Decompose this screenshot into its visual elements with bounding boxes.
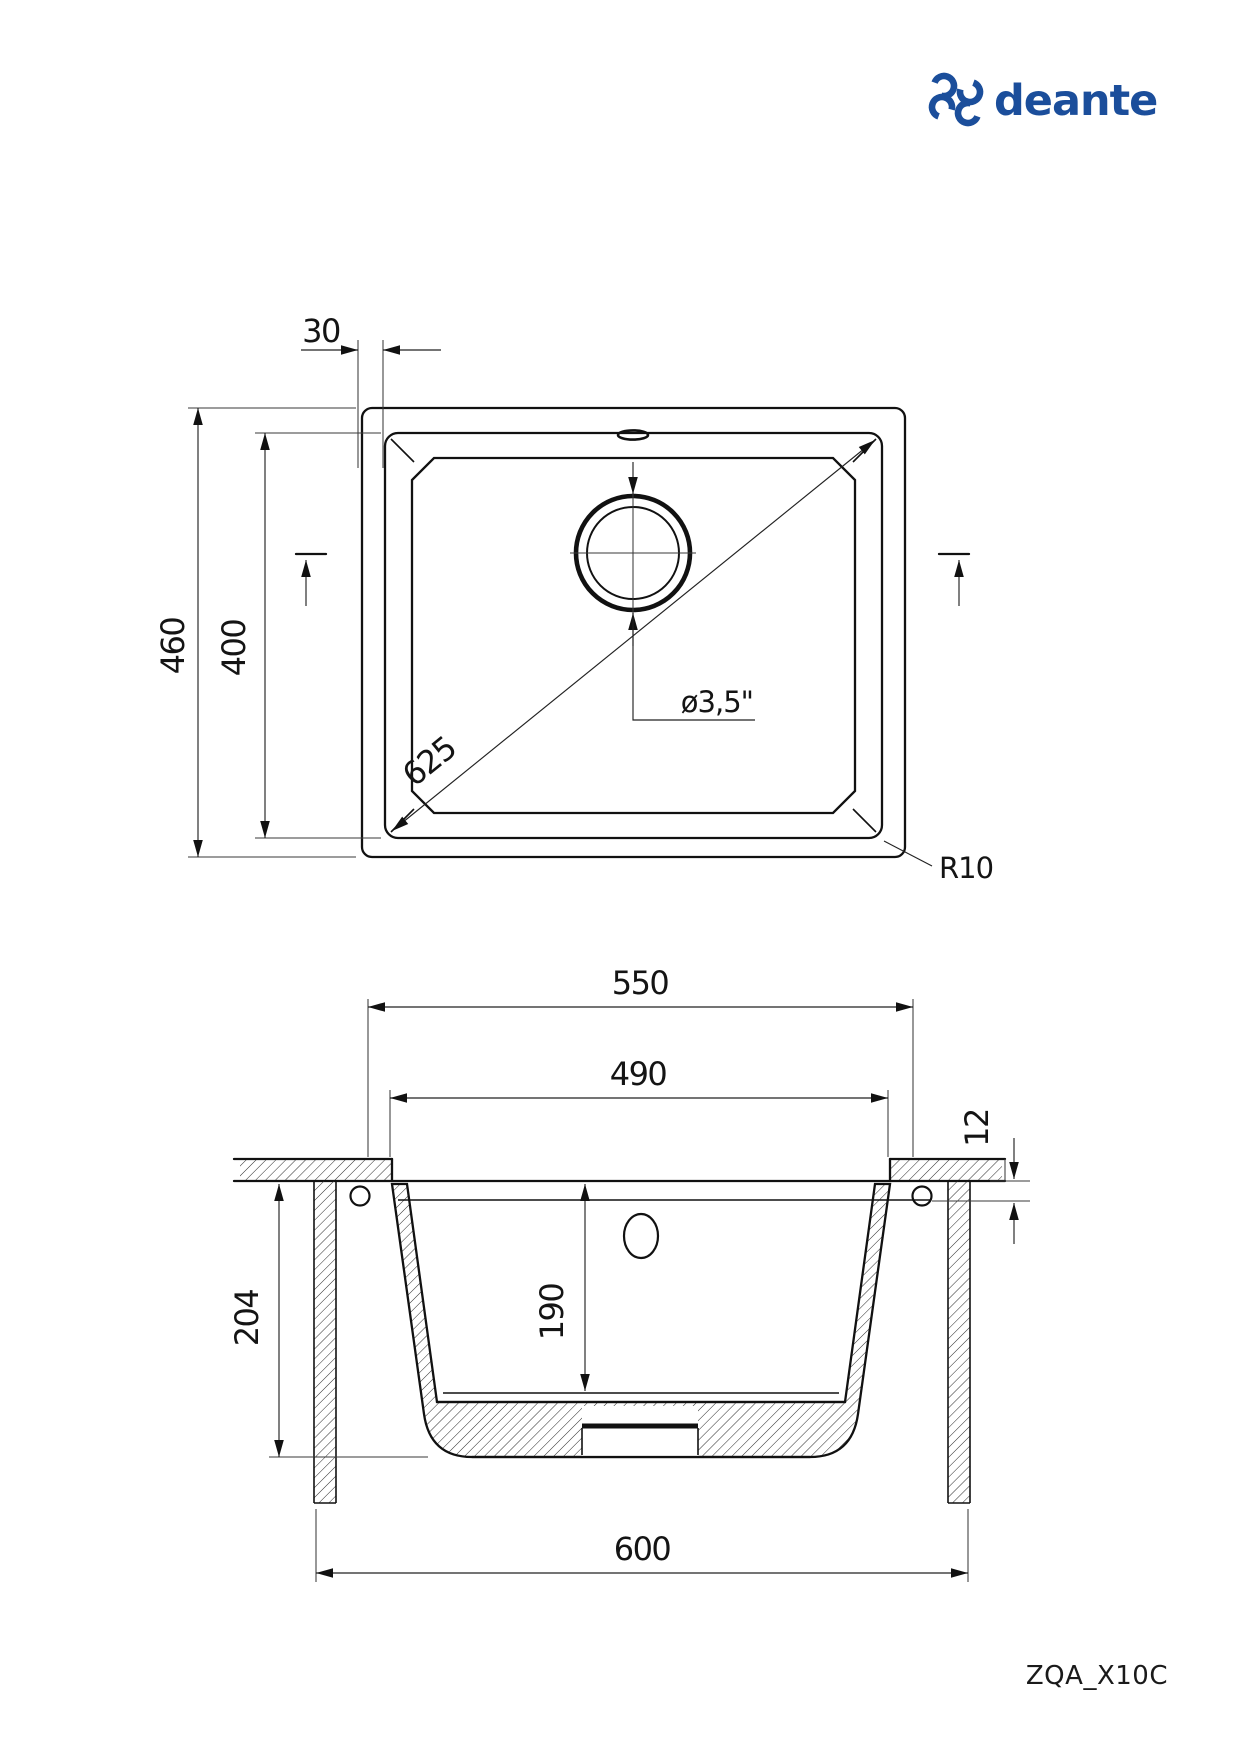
clip-mark-left xyxy=(296,554,326,606)
dim-corner-radius xyxy=(884,841,993,885)
model-code: ZQA_X10C xyxy=(1025,1661,1168,1691)
dim-cutout-height xyxy=(215,433,381,838)
dim-cabinet-width xyxy=(316,1509,968,1582)
cabinet-width-label: 600 xyxy=(613,1530,671,1568)
dim-outer-height xyxy=(154,408,356,857)
diagonal-label: 625 xyxy=(395,728,464,795)
deante-logo-icon xyxy=(929,73,983,126)
cutout-height-label: 400 xyxy=(215,619,253,677)
mounting-clip-right xyxy=(913,1187,932,1206)
corner-radius-label: R10 xyxy=(939,851,994,885)
dim-bowl-depth xyxy=(533,1184,585,1391)
dim-offset-top xyxy=(301,312,441,468)
mounting-clip-left xyxy=(351,1187,370,1206)
outer-height-label: 460 xyxy=(154,617,192,675)
countertop xyxy=(234,1159,1005,1181)
drain-diameter-label: ø3,5" xyxy=(680,685,753,719)
overflow-slot xyxy=(618,430,648,439)
cutout-width-label: 490 xyxy=(609,1055,667,1093)
clip-mark-right xyxy=(939,554,969,606)
drain-hole-section xyxy=(624,1214,658,1258)
section-view xyxy=(228,964,1030,1582)
top-view xyxy=(154,312,993,885)
offset-top-label: 30 xyxy=(302,312,340,350)
mounting-depth-label: 204 xyxy=(228,1289,266,1347)
dim-cutout-width xyxy=(390,1055,888,1157)
drain-recess xyxy=(582,1406,698,1456)
bowl-depth-label: 190 xyxy=(533,1283,571,1341)
deante-logo-text: deante xyxy=(994,76,1158,126)
flange-width-label: 550 xyxy=(611,964,669,1002)
flange-thickness-label: 12 xyxy=(958,1109,996,1147)
deante-logo xyxy=(929,73,1157,126)
